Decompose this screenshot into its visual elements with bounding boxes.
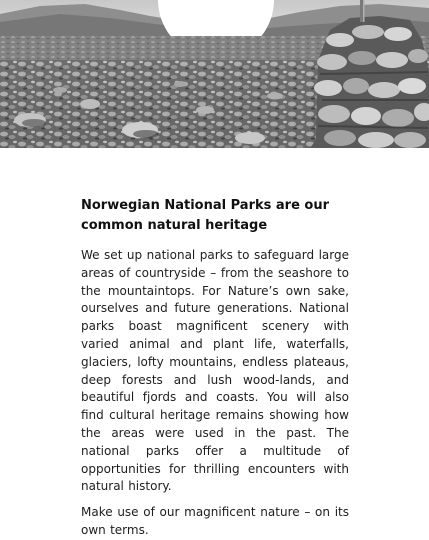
landscape-photo bbox=[0, 0, 429, 148]
landscape-photo-drawing bbox=[0, 0, 429, 148]
article-closing-paragraph: Make use of our magnificent nature – on its own terms. bbox=[81, 505, 349, 537]
article-text bbox=[81, 196, 349, 540]
article-paragraph: We set up national parks to safeguard large areas of countryside – from the seashore to the mountaintops. For Nature’s own sake, ourselves and future generations. National parks boast magnificent scenery with varied animal and plant life, waterfalls, glaciers, lofty mountains, endless plateaus, deep forests and lush wood-lands, and beautiful fjords and coasts. You will also find cultural heritage remains showing how the areas were used in the past. The national parks offer a multitude of opportunities for thrilling encounters with natural history. bbox=[81, 248, 349, 494]
article-heading: Norwegian National Parks are our common natural heritage bbox=[81, 198, 330, 233]
